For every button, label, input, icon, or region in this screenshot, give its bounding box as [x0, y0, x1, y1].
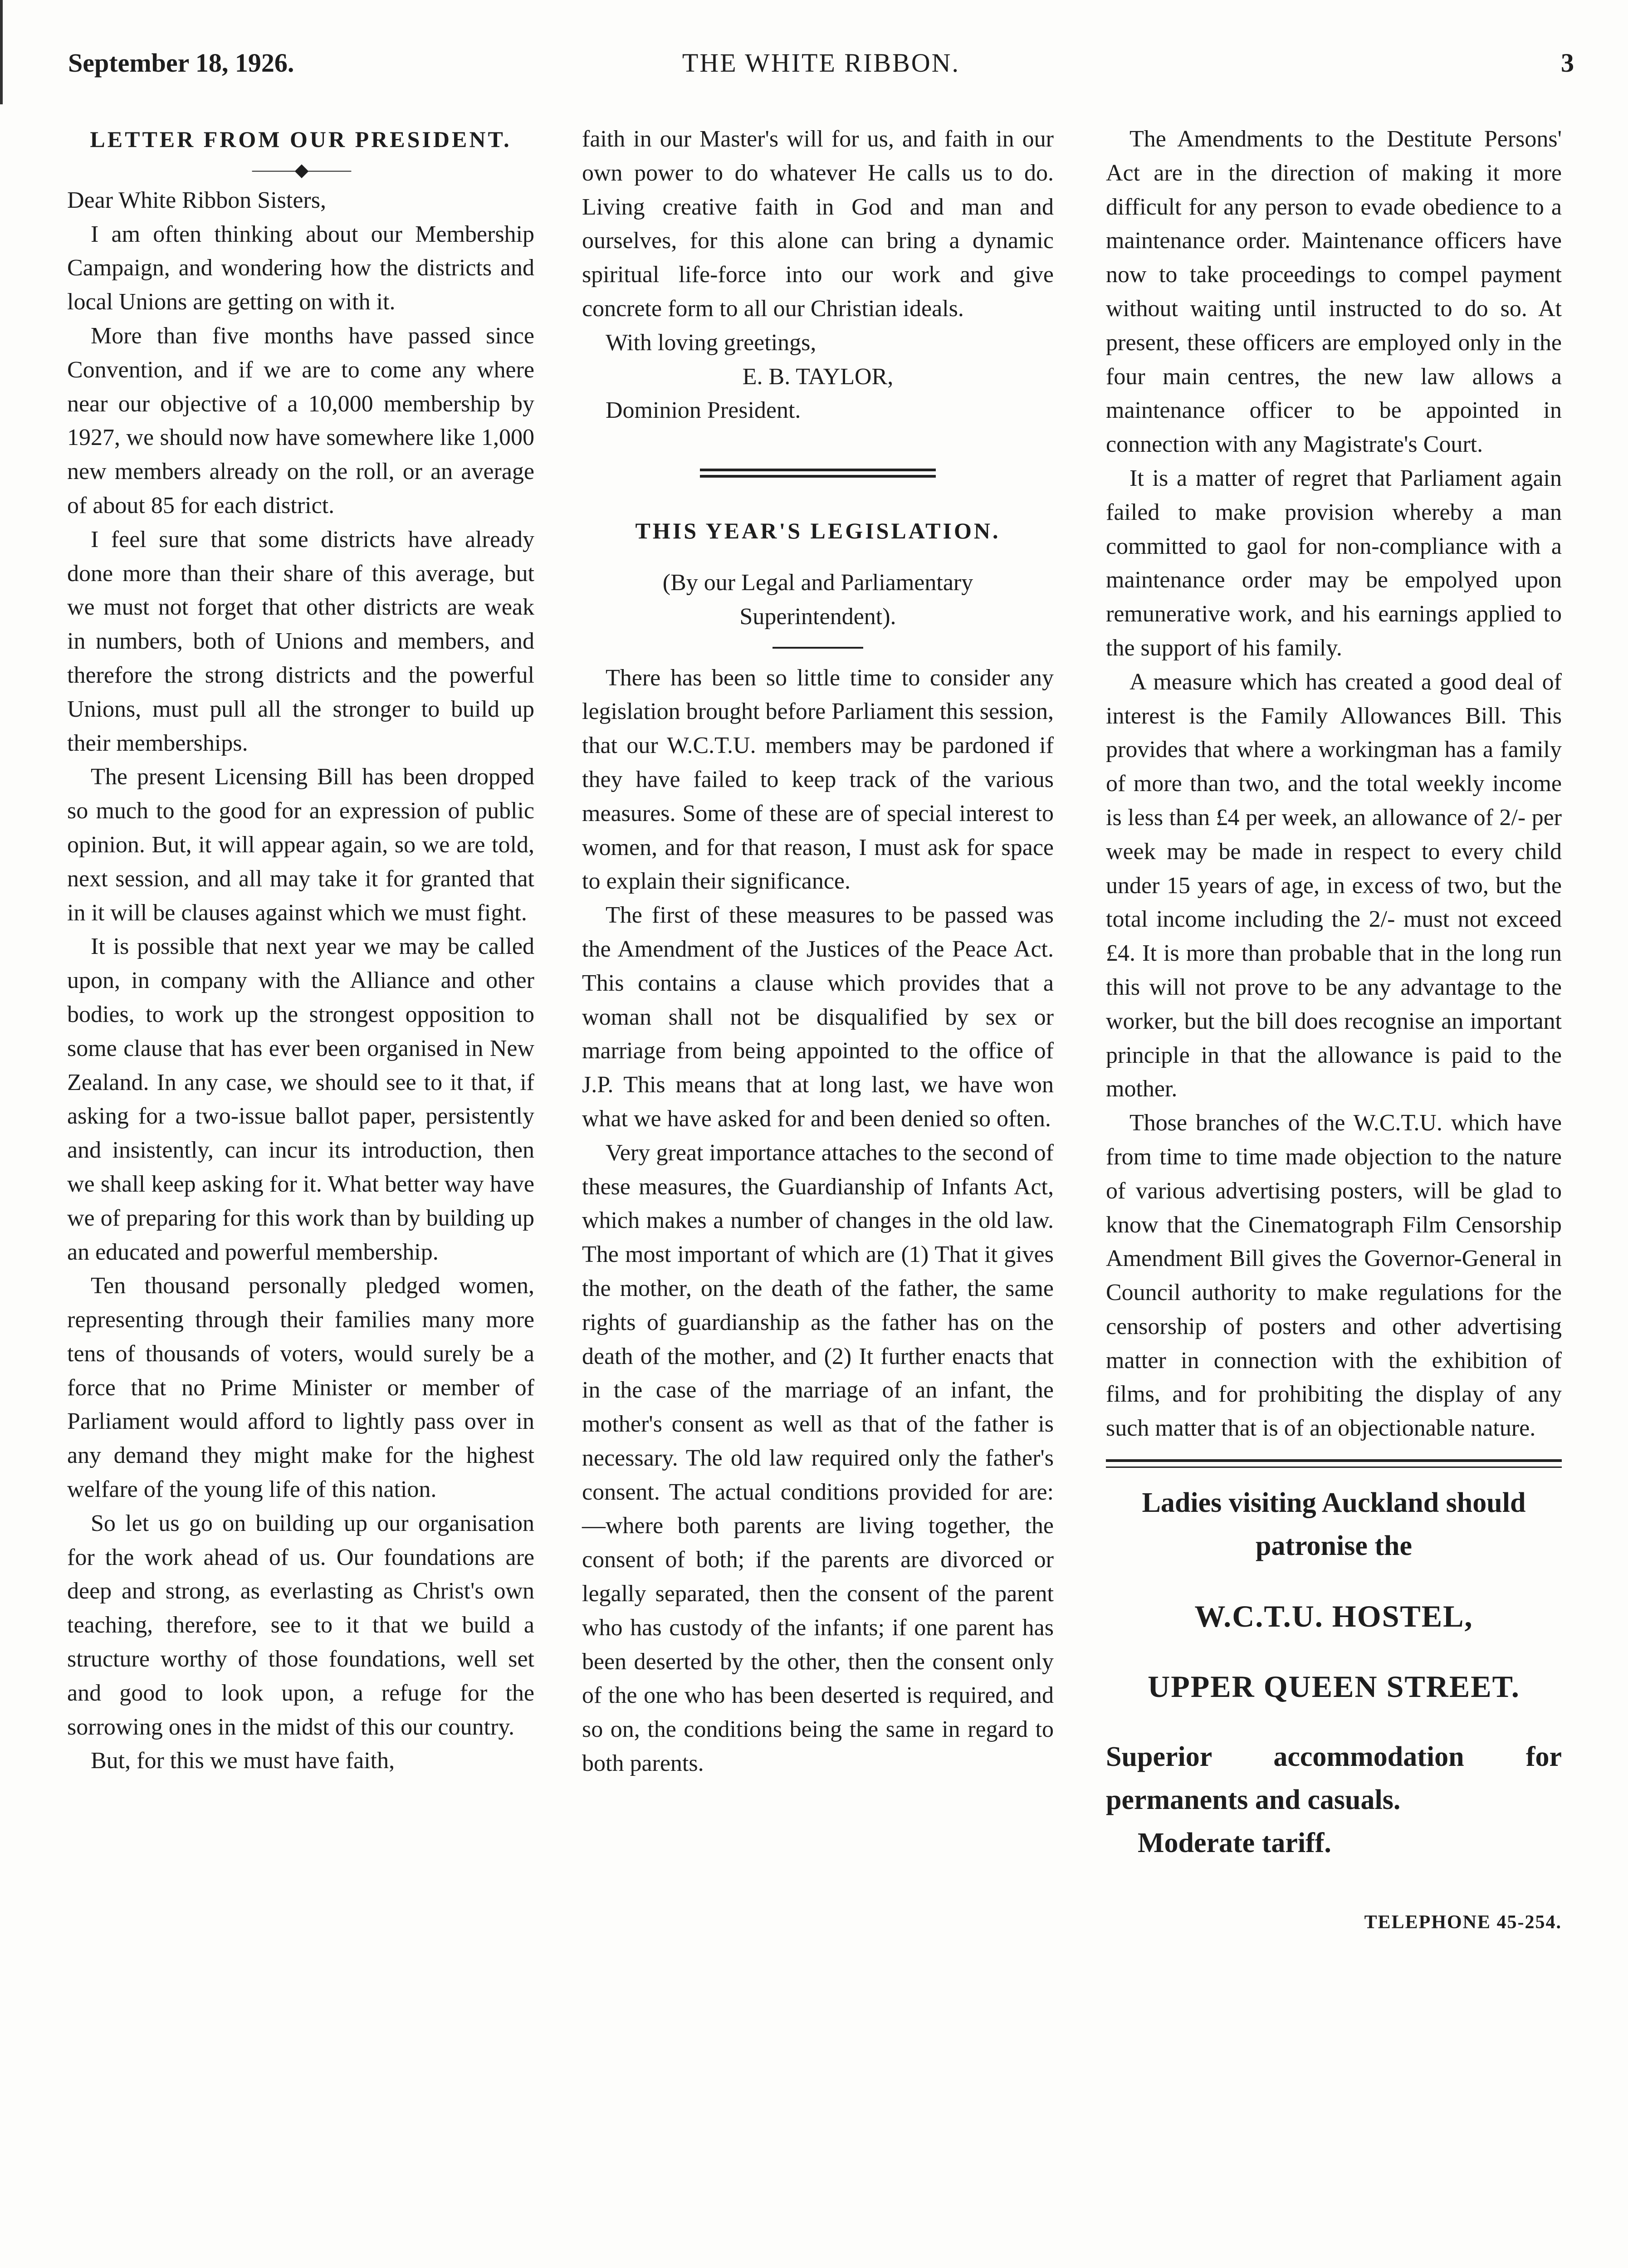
advert-line: Ladies visiting Auckland should	[1142, 1487, 1526, 1519]
column-3	[1106, 122, 1562, 1944]
column-2	[582, 122, 1054, 1781]
letter-closing: With loving greetings,	[606, 329, 816, 356]
page-edge-rule	[0, 0, 3, 104]
letter-paragraph: But, for this we must have faith,	[91, 1748, 395, 1774]
letter-paragraph: I am often thinking about our Membership Campaign, and wondering how the districts and local Unions are getting on with it.	[67, 221, 534, 315]
advert-line: permanents and casuals.	[1106, 1784, 1401, 1816]
column-1	[67, 122, 534, 1778]
hostel-advert	[1106, 1481, 1562, 1944]
advert-telephone: TELEPHONE 45-254.	[1364, 1912, 1562, 1933]
legislation-paragraph: The Amendments to the Destitute Persons' Act are in the direction of making it more difficult for any person to evade obedience to a maintenance order. Maintenance officers have now to take proceedings to compel payment without waiting until instructed to do so. At present, these officers are employed only in the four main centres, the new law allows a maintenance officer to be appointed in connection with any Magistrate's Court.	[1106, 126, 1562, 458]
legislation-paragraph: A measure which has created a good deal of interest is the Family Allowances Bill. This provides that where a workingman has a family of more than two, and the total weekly income is less than £4 per week, an allowance of 2/- per week may be made in respect to every child under 15 years of age, in excess of two, but the total income including the 2/- must not exceed £4. It is more than probable that in the long run this will not prove to be any advantage to the worker, but the bill does recognise an important principle in that the allowance is paid to the mother.	[1106, 669, 1562, 1102]
advert-address: UPPER QUEEN STREET.	[1148, 1669, 1520, 1704]
ornament-divider: ⸻◆⸻	[251, 159, 351, 180]
masthead: THE WHITE RIBBON.	[682, 48, 960, 78]
letter-paragraph: The present Licensing Bill has been dropped so much to the good for an expression of public opinion. But, it will appear again, so we are told, next session, and all may take it for granted that in it will be clauses against which we must fight.	[67, 764, 534, 926]
signature-title: Dominion President.	[606, 397, 801, 424]
letter-salutation: Dear White Ribbon Sisters,	[67, 187, 326, 213]
signature-name: E. B. TAYLOR,	[742, 363, 894, 390]
legislation-paragraph: The first of these measures to be passed was the Amendment of the Justices of the Peace Act. This contains a clause which provides that a woman shall not be disqualified by sex or marriage from being appointed to the office of J.P. This means that at long last, we have won what we have asked for and been denied so often.	[582, 902, 1054, 1132]
page-number: 3	[1561, 48, 1574, 78]
legislation-paragraph: Those branches of the W.C.T.U. which have from time to time made objection to the nature of various advertising posters, will be glad to know that the Cinematograph Film Censorship Amendment Bill gives the Governor-General in Council authority to make regulations for the censorship of posters and other advertising matter in connection with the exhibition of films, and for prohibiting the display of any such matter that is of an objectionable nature.	[1106, 1110, 1562, 1442]
letter-paragraph: I feel sure that some districts have already done more than their share of this average, but we must not forget that other districts are weak in numbers, both of Unions and members, and therefore the strong districts and the powerful Unions, must pull all the stronger to build up their memberships.	[67, 526, 534, 756]
advert-hostel-name: W.C.T.U. HOSTEL,	[1194, 1599, 1473, 1634]
legislation-title: THIS YEAR'S LEGISLATION.	[635, 518, 1001, 544]
section-divider	[700, 469, 936, 478]
letter-title: LETTER FROM OUR PRESIDENT.	[90, 127, 512, 152]
letter-paragraph: More than five months have passed since Convention, and if we are to come any where near our objective of a 10,000 membership by 1927, we should now have somewhere like 1,000 new members already on the roll, or an average of about 85 for each district.	[67, 323, 534, 518]
letter-continuation: faith in our Master's will for us, and faith in our own power to do whatever He calls us to do. Living creative faith in God and man and ourselves, for this alone can bring a dynamic spiritual life-force into our work and give concrete form to all our Christian ideals.	[582, 126, 1054, 322]
advert-rule	[1106, 1459, 1562, 1462]
letter-paragraph: Ten thousand personally pledged women, representing through their families many more tens of thousands of voters, would surely be a force that no Prime Minister or member of Parliament would afford to lightly pass over in any demand they might make for the highest welfare of the young life of this nation.	[67, 1273, 534, 1503]
legislation-byline: (By our Legal and Parliamentary Superintendent).	[662, 569, 973, 630]
page-header	[68, 48, 1574, 93]
advert-line: Moderate tariff.	[1138, 1828, 1331, 1859]
legislation-paragraph: Very great importance attaches to the second of these measures, the Guardianship of Infants Act, which makes a number of changes in the old law. The most important of which are (1) That it gives the mother, on the death of the father, the same rights of guardianship as the father has on the death of the mother, and (2) It further enacts that in the case of the marriage of an infant, the mother's consent as well as that of the father is necessary. The old law required only the father's consent. The actual conditions provided for are:—where both parents are living together, the consent of both; if the parents are divorced or legally separated, then the consent of the parent who has custody of the infants; if one parent has been deserted by the other, then the consent only of the one who has been deserted is required, and so on, the conditions being the same in regard to both parents.	[582, 1139, 1054, 1777]
letter-paragraph: So let us go on building up our organisation for the work ahead of us. Our foundations are deep and strong, as everlasting as Christ's own teaching, therefore, see to it that we build a structure worthy of those foundations, well set and good to look upon, a refuge for the sorrowing ones in the midst of this our country.	[67, 1510, 534, 1740]
short-divider	[772, 647, 863, 649]
letter-paragraph: It is possible that next year we may be called upon, in company with the Alliance and other bodies, to work up the strongest opposition to some clause that has ever been organised in New Zealand. In any case, we should see to it that, if asking for a two-issue ballot paper, persistently and insistently, can incur its introduction, then we shall keep asking for it. What better way have we of preparing for this work than by building up an educated and powerful membership.	[67, 934, 534, 1265]
advert-line: patronise the	[1255, 1530, 1413, 1562]
advert-rule	[1106, 1466, 1562, 1468]
legislation-paragraph: It is a matter of regret that Parliament again failed to make provision whereby a man committed to gaol for non-compliance with a maintenance order may be empolyed upon remunerative work, and his earnings applied to the support of his family.	[1106, 465, 1562, 661]
advert-rules	[1106, 1459, 1562, 1468]
advert-line: Superior accommodation for	[1106, 1741, 1562, 1773]
issue-date: September 18, 1926.	[68, 48, 294, 78]
legislation-paragraph: There has been so little time to consider any legislation brought before Parliament this session, that our W.C.T.U. members may be pardoned if they have failed to keep track of the various measures. Some of these are of special interest to women, and for that reason, I must ask for space to explain their significance.	[582, 665, 1054, 894]
